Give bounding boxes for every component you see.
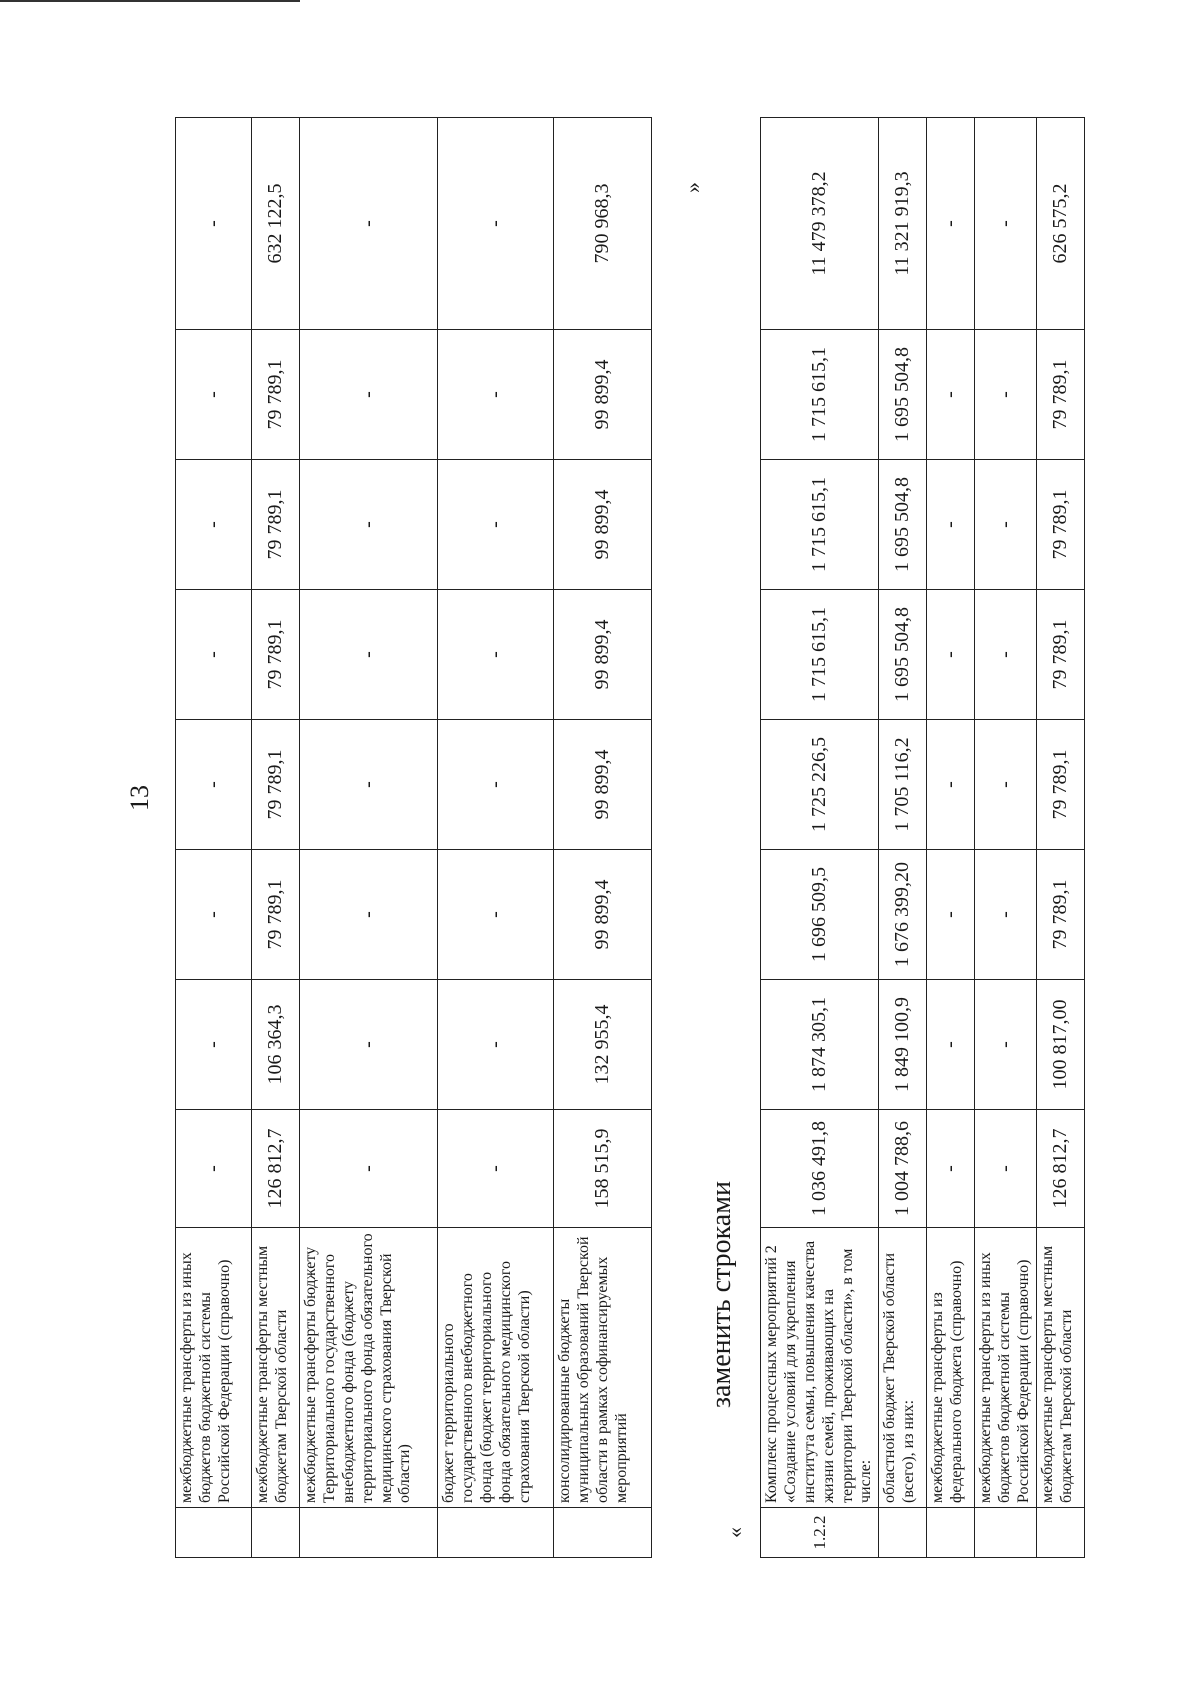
closing-quote: » [680,182,705,193]
value-cell: - [927,720,975,850]
value-cell: - [176,850,252,980]
value-cell: - [927,118,975,330]
value-cell: 1 705 116,2 [879,720,927,850]
value-cell: - [438,460,554,590]
value-cell: 126 812,7 [252,1110,300,1228]
value-cell: 11 479 378,2 [761,118,879,330]
value-cell: - [438,720,554,850]
value-cell: - [975,460,1037,590]
value-cell: 1 715 615,1 [761,330,879,460]
page-number: 13 [125,785,154,811]
value-cell: - [927,1110,975,1228]
value-cell: 1 676 399,20 [879,850,927,980]
value-cell: - [300,590,438,720]
value-cell: - [176,460,252,590]
value-cell: 126 812,7 [1036,1110,1084,1228]
opening-quote: « [722,1527,747,1538]
value-cell: - [300,118,438,330]
value-cell: - [300,1110,438,1228]
value-cell: 1 849 100,9 [879,980,927,1110]
value-cell: - [176,980,252,1110]
value-cell: - [438,118,554,330]
value-cell: - [438,850,554,980]
value-cell: 79 789,1 [1036,720,1084,850]
row-name: межбюджетные трансферты из иных бюджетов бюджетной системы Российской Федерации (справочно) [975,1228,1037,1508]
value-cell: - [300,330,438,460]
value-cell: 11 321 919,3 [879,118,927,330]
value-cell: 626 575,2 [1036,118,1084,330]
row-code [176,1508,252,1558]
rotated-page [0,98,1100,1698]
value-cell: 79 789,1 [1036,330,1084,460]
value-cell: - [300,460,438,590]
value-cell: 79 789,1 [252,720,300,850]
value-cell: - [300,850,438,980]
table-row [1036,118,1084,1558]
value-cell: - [975,1110,1037,1228]
value-cell: 79 789,1 [252,590,300,720]
value-cell: 1 695 504,8 [879,590,927,720]
value-cell: 99 899,4 [554,850,652,980]
row-code [300,1508,438,1558]
scan-top-line [0,0,300,2]
replace-with-rows-label: заменить строками [706,1181,737,1408]
row-name: консолидированные бюджеты муниципальных образований Тверской области в рамках софинансируемых мероприятий [554,1228,652,1508]
value-cell: 1 715 615,1 [761,590,879,720]
value-cell: - [438,590,554,720]
value-cell: 1 004 788,6 [879,1110,927,1228]
row-name: бюджет территориального государственного внебюджетного фонда (бюджет территориального фонда обязательного медицинского страхования Тверской области) [438,1228,554,1508]
value-cell: 1 725 226,5 [761,720,879,850]
value-cell: - [975,850,1037,980]
row-name: межбюджетные трансферты местным бюджетам Тверской области [1036,1228,1084,1508]
row-name: межбюджетные трансферты бюджету Территориального государственного внебюджетного фонда (бюджету территориального фонда обязательного медицинского страхования Тверской области) [300,1228,438,1508]
value-cell: - [927,980,975,1110]
row-code [879,1508,927,1558]
value-cell: 79 789,1 [1036,460,1084,590]
row-code [1036,1508,1084,1558]
table-row [438,118,554,1558]
row-code [554,1508,652,1558]
value-cell: 1 696 509,5 [761,850,879,980]
value-cell: 1 715 615,1 [761,460,879,590]
row-name: межбюджетные трансферты местным бюджетам Тверской области [252,1228,300,1508]
value-cell: - [927,460,975,590]
value-cell: 79 789,1 [252,850,300,980]
table-row [879,118,927,1558]
value-cell: - [975,118,1037,330]
row-code [252,1508,300,1558]
value-cell: 106 364,3 [252,980,300,1110]
value-cell: - [300,980,438,1110]
value-cell: - [176,590,252,720]
value-cell: - [975,980,1037,1110]
value-cell: 632 122,5 [252,118,300,330]
budget-table-replacement [760,117,1085,1558]
value-cell: 99 899,4 [554,460,652,590]
value-cell: 99 899,4 [554,720,652,850]
row-code [975,1508,1037,1558]
value-cell: 79 789,1 [1036,850,1084,980]
value-cell: 79 789,1 [1036,590,1084,720]
value-cell: - [927,330,975,460]
row-code [438,1508,554,1558]
value-cell: - [975,590,1037,720]
value-cell: 99 899,4 [554,330,652,460]
table-row [975,118,1037,1558]
value-cell: 1 695 504,8 [879,330,927,460]
value-cell: 1 874 305,1 [761,980,879,1110]
value-cell: - [438,1110,554,1228]
value-cell: - [927,850,975,980]
value-cell: - [438,330,554,460]
table-row [927,118,975,1558]
row-name: межбюджетные трансферты из иных бюджетов бюджетной системы Российской Федерации (справочно) [176,1228,252,1508]
row-name: Комплекс процессных мероприятий 2 «Создание условий для укрепления института семьи, повышения качества жизни семей, проживающих на территории Тверской области», в том числе: [761,1228,879,1508]
budget-table-continued [175,117,652,1558]
value-cell: - [300,720,438,850]
value-cell: - [438,980,554,1110]
table-row [761,118,879,1558]
row-code: 1.2.2 [761,1508,879,1558]
value-cell: - [176,1110,252,1228]
value-cell: - [927,590,975,720]
table-row [300,118,438,1558]
value-cell: 100 817,00 [1036,980,1084,1110]
row-name: межбюджетные трансферты из федерального бюджета (справочно) [927,1228,975,1508]
value-cell: 132 955,4 [554,980,652,1110]
row-name: областной бюджет Тверской области (всего), из них: [879,1228,927,1508]
table-row [554,118,652,1558]
value-cell: - [975,330,1037,460]
value-cell: 790 968,3 [554,118,652,330]
table-row [252,118,300,1558]
value-cell: 1 695 504,8 [879,460,927,590]
row-code [927,1508,975,1558]
value-cell: - [176,118,252,330]
value-cell: - [975,720,1037,850]
value-cell: 99 899,4 [554,590,652,720]
value-cell: 79 789,1 [252,330,300,460]
value-cell: 158 515,9 [554,1110,652,1228]
table-row [176,118,252,1558]
value-cell: - [176,720,252,850]
value-cell: 79 789,1 [252,460,300,590]
value-cell: 1 036 491,8 [761,1110,879,1228]
value-cell: - [176,330,252,460]
